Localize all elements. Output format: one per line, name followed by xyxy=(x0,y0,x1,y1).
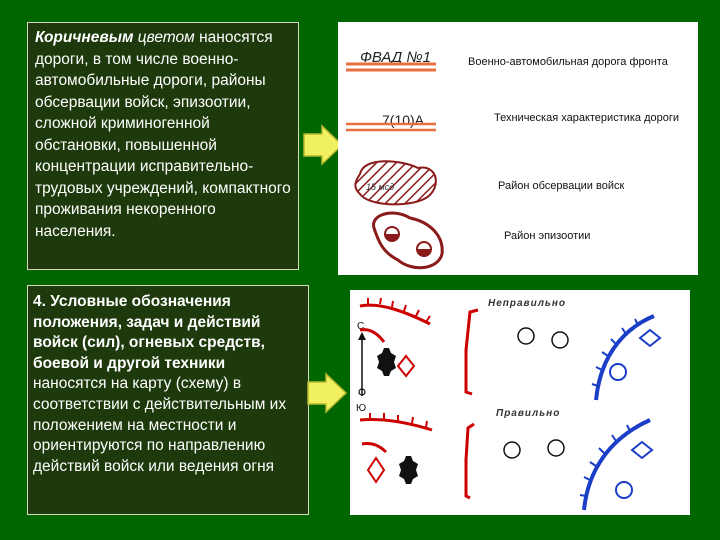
area-description: Район обсервации войск xyxy=(498,180,625,192)
road-label: ФВАД №1 xyxy=(360,49,431,66)
diamond-symbol-2 xyxy=(368,458,384,482)
gear-symbol-2 xyxy=(399,456,418,484)
blue-symbol xyxy=(610,364,626,380)
tech-label: 7(10)А xyxy=(382,112,425,128)
epizootic-mark-1 xyxy=(385,227,399,241)
wrong-label: Неправильно xyxy=(488,298,567,309)
wrong-examples xyxy=(360,298,660,400)
gear-symbol xyxy=(377,348,396,376)
legend-panel xyxy=(338,22,698,275)
bracket-symbol xyxy=(466,310,478,394)
road-description: Военно-автомобильная дорога фронта xyxy=(468,56,668,68)
orientation-figure xyxy=(350,290,690,515)
text-block-brown xyxy=(27,22,299,270)
line-symbol-2 xyxy=(362,443,386,452)
right-label: Правильно xyxy=(496,408,561,419)
highlight-rest: цветом xyxy=(133,29,195,46)
blue-diamond xyxy=(640,330,660,346)
epizootic-mark-2 xyxy=(417,242,431,256)
front-line-symbol xyxy=(360,305,430,324)
sun-symbol-3 xyxy=(504,442,520,458)
area-label: 15 мсд xyxy=(366,182,395,192)
figure-graphics xyxy=(350,290,690,515)
north-south-axis xyxy=(356,321,366,414)
epizootic-description: Район эпизоотии xyxy=(504,230,591,242)
sun-symbol-2 xyxy=(552,332,568,348)
blue-diamond-2 xyxy=(632,442,652,458)
tech-description: Техническая характеристика дороги xyxy=(494,112,680,124)
text-block-2-body: наносятся на карту (схему) в соответствии с действительным их положением на местности и ориентируются по направлению действий войск или ведения огня xyxy=(33,375,287,475)
arc-blue xyxy=(596,316,654,400)
north-label: С xyxy=(357,321,365,332)
right-examples xyxy=(360,413,652,510)
sun-symbol xyxy=(518,328,534,344)
text-block-1-body: наносятся дороги, в том числе военно-автомобильные дороги, районы обсервации войск, эпизоотии, сложной криминогенной обстановки, повышенной концентрации исправительно-трудовых учреждений, компактного проживания некоренного населения. xyxy=(35,29,291,240)
pointer-arrow-icon xyxy=(306,372,348,414)
highlight-phrase xyxy=(35,29,195,46)
sun-symbol-4 xyxy=(548,440,564,456)
epizootic-area-icon xyxy=(374,213,443,268)
front-line-symbol xyxy=(360,419,432,430)
highlight-bold: Коричневым xyxy=(35,29,134,46)
text-block-2-lead: 4. Условные обозначения положения, задач и действий войск (сил), огневых средств, боевой и другой техники xyxy=(33,293,265,372)
diamond-symbol xyxy=(398,356,414,376)
blue-symbol-2 xyxy=(616,482,632,498)
bracket-symbol-2 xyxy=(466,424,474,498)
text-block-symbols xyxy=(27,285,309,515)
south-label: Ю xyxy=(356,403,367,414)
